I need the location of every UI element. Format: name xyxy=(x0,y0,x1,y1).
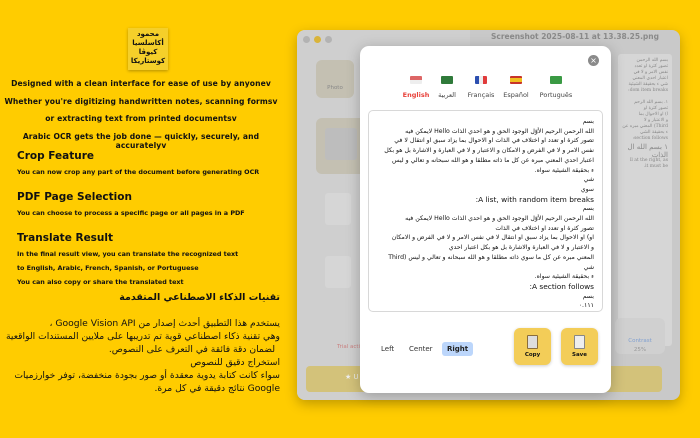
feature-text: to English, Arabic, French, Spanish, or Portuguese xyxy=(17,264,199,272)
preview-line: شي ء بحقيقة الشيئية xyxy=(628,82,668,87)
text-line: A list, with random item breaks: xyxy=(475,194,594,204)
logo-text: كوستاريكا xyxy=(130,57,166,65)
text-line: او) او الاحوال بما يزاد سبق او انتقال لا في نفس الامر و لا في الفرض و الامكان xyxy=(391,234,594,242)
text-line: سوي xyxy=(580,185,594,193)
copy-label: Copy xyxy=(524,352,541,358)
preview-line: ll at the right, as xyxy=(629,158,668,163)
document-thumbnail[interactable] xyxy=(316,118,366,174)
contrast-label: Contrast xyxy=(628,338,652,344)
preview-line: تصور كثرة او xyxy=(643,106,668,111)
france-flag-icon[interactable] xyxy=(475,76,487,84)
app-logo xyxy=(128,28,168,70)
lang-portuguese[interactable]: Português xyxy=(539,91,573,99)
text-line: نفس الامر و لا في الفرض و الامكان و الاعتبار و لا في العبارة و الاشارة بل هو بكل xyxy=(384,147,594,155)
preview-line: الذات xyxy=(651,151,668,159)
text-line: تصور كثرة او تعدد او اختلاف في الذات xyxy=(495,224,594,232)
brazil-flag-icon[interactable] xyxy=(550,76,562,84)
window-minimize-button[interactable] xyxy=(314,36,321,43)
feature-text: You can choose to process a specific page or all pages in a PDF xyxy=(17,209,245,217)
text-line: A section follows: xyxy=(529,281,594,291)
logo-text: محمود xyxy=(136,30,160,38)
document-icon xyxy=(574,335,585,349)
feature-title: Translate Result xyxy=(17,232,114,244)
lang-arabic[interactable]: العربية xyxy=(438,91,456,99)
clipboard-icon xyxy=(527,335,538,349)
contrast-value: 25% xyxy=(633,347,647,353)
preview-line: dom item breaks: xyxy=(628,88,668,93)
save-label: Save xyxy=(572,352,587,358)
preview-line: Third) المعني مبره عن xyxy=(622,124,668,129)
arabic-title: تقنيات الذكاء الاصطناعي المتقدمة xyxy=(119,292,280,303)
intro-line: Designed with a clean interface for ease of use by anyonev xyxy=(11,79,271,88)
intro-line: or extracting text from printed documentsv xyxy=(45,114,237,123)
preview-line: بسم الله الرحمن xyxy=(636,58,668,63)
translate-dialog xyxy=(360,46,611,393)
text-line: ٠.١١١ xyxy=(578,302,594,310)
arabic-line: Google نتائج دقيقة في كل مرة. xyxy=(154,383,280,394)
align-right-button[interactable]: Right xyxy=(442,342,473,356)
text-line: شي xyxy=(583,263,594,271)
arabic-line: وهي تقنية ذكاء اصطناعي قوية تم تدريبها على ملايين المستندات الواقعية xyxy=(6,331,280,342)
translated-text-area[interactable] xyxy=(368,110,603,312)
preview-line: نفس الامر و لا في xyxy=(633,70,668,75)
preview-line: ١ بسم الله ال xyxy=(627,143,668,151)
text-line: ء بحقيقة الشيئية سواه. xyxy=(534,166,594,174)
preview-line: و الاعتبار و لا xyxy=(644,118,668,123)
close-icon[interactable]: × xyxy=(588,55,599,66)
window-title: Screenshot 2025-08-11 at 13.38.25.png xyxy=(491,32,659,41)
preview-line: ١. بسم الله الرحم xyxy=(634,100,668,105)
copy-button[interactable] xyxy=(514,328,551,365)
arabic-line: يستخدم هذا التطبيق أحدث إصدار من Google Vision API ، xyxy=(49,318,280,329)
spain-flag-icon[interactable] xyxy=(510,76,522,84)
text-line: تصور كثرة او تعدد او اختلاف في الذات او الاحوال بما يزاد سبق او انتقال لا في xyxy=(394,137,594,145)
intro-line: Whether you're digitizing handwritten notes, scanning formsv xyxy=(4,97,278,106)
star-icon: ★ xyxy=(345,373,354,381)
save-button[interactable] xyxy=(561,328,598,365)
document-preview xyxy=(618,54,672,346)
logo-text: أكاسلسيا كيوڤا xyxy=(132,39,164,56)
text-line: بسم xyxy=(582,292,594,300)
text-line: شي xyxy=(583,176,594,184)
arabic-line: لضمان دقة فائقة في التعرف على النصوص. xyxy=(108,344,275,355)
preview-line: section follows: xyxy=(632,136,668,141)
upgrade-label: U xyxy=(353,373,359,381)
align-center-button[interactable]: Center xyxy=(409,345,433,353)
arabic-line: سواء كانت كتابة يدوية معقدة أو صور بجودة منخفضة، توفر خوارزميات xyxy=(14,370,280,381)
preview-line: ء بحقيقة الشي xyxy=(640,130,668,135)
text-line: الله الرحمن الرحيم الأوّل الوجود الحق و هو احدي الذات Hello لايمكن فيه xyxy=(405,215,594,223)
preview-line: ا) او الاحوال بما xyxy=(638,112,668,117)
text-line: و الاعتبار و لا في العبارة والاشارة بل هو بكل اعتبار احدي xyxy=(448,244,594,252)
photo-label: Photo xyxy=(327,85,343,91)
saudi-flag-icon[interactable] xyxy=(441,76,453,84)
text-line: بسم xyxy=(582,118,594,125)
pdf-file-icon[interactable] xyxy=(325,193,351,225)
text-line: اعتبار احدي المعني مبره عن كل ما ذاته مطلقا و هو الله سبحانه و تعالي و ليس xyxy=(392,156,594,164)
pdf-file-icon[interactable] xyxy=(325,256,351,288)
align-left-button[interactable]: Left xyxy=(381,345,395,353)
lang-english[interactable]: English xyxy=(402,91,430,99)
contrast-control[interactable] xyxy=(615,318,665,354)
feature-text: In the final result view, you can translate the recognized text xyxy=(17,250,239,258)
text-line: الله الرحمن الرحيم الأوّل الوجود الحق و هو احدي الذات Hello لايمكن فيه xyxy=(405,127,594,135)
lang-spanish[interactable]: Español xyxy=(503,91,529,99)
lang-french[interactable]: Français xyxy=(467,91,495,99)
feature-title: Crop Feature xyxy=(17,150,95,162)
photo-button[interactable] xyxy=(316,60,354,98)
us-flag-icon[interactable] xyxy=(410,76,422,84)
feature-title: PDF Page Selection xyxy=(17,191,132,203)
arabic-line: استخراج دقيق للنصوص xyxy=(190,357,280,368)
preview-line: تصور كثرة او تعدد xyxy=(634,64,668,69)
text-line: بسم xyxy=(582,205,594,213)
window-close-button[interactable] xyxy=(303,36,310,43)
preview-line: اعتبار احدي المعني xyxy=(632,76,668,81)
window-zoom-button[interactable] xyxy=(325,36,332,43)
intro-line: Arabic OCR gets the job done — quickly, securely, and accuratelyv xyxy=(22,132,260,150)
preview-line: it must be. xyxy=(643,164,668,169)
feature-text: You can also copy or share the translated text xyxy=(17,278,184,286)
text-line: ء بحقيقة الشيئية سواه. xyxy=(534,273,594,281)
text-line: المعني مبره عن كل ما سوي ذاته مطلقا و هو الله سبحانه و تعالي و ليس (Third xyxy=(388,253,594,261)
trial-status: Trial acti xyxy=(337,344,361,350)
feature-text: You can now crop any part of the document before generating OCR xyxy=(17,168,260,176)
